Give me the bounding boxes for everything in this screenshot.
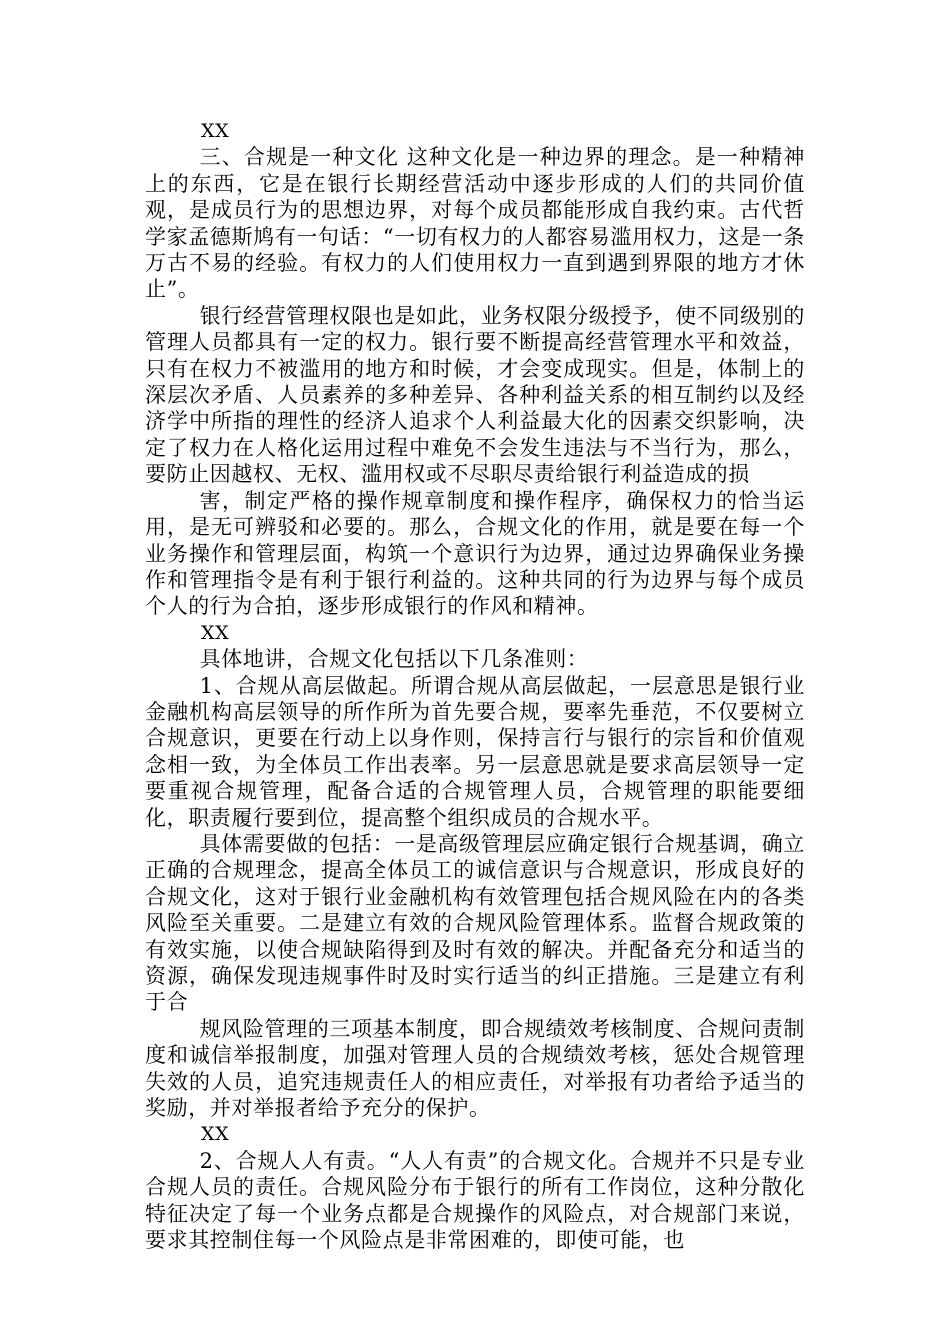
section-marker: XX	[201, 621, 230, 644]
paragraph-bank-authority: 银行经营管理权限也是如此，业务权限分级授予，使不同级别的管理人员都具有一定的权力。银行要不断提高经营管理水平和效益，只有在权力不被滥用的地方和时候，才会变成现实。但是，体制上的深层次矛盾、人员素养的多种差异、各种利益关系的相互制约以及经济学中所指的理性的经济人追求个人利益最大化的因素交织影响，决定了权力在人格化运用过程中难免不会发生违法与不当行为，那么，要防止因越权、无权、滥用权或不尽职尽责给银行利益造成的损	[145, 303, 805, 487]
paragraph-principles-intro: 具体地讲，合规文化包括以下几条准则：	[199, 647, 589, 672]
paragraph-operating-rules: 害，制定严格的操作规章制度和操作程序，确保权力的恰当运用，是无可辨驳和必要的。那么，合规文化的作用，就是要在每一个业务操作和管理层面，构筑一个意识行为边界，通过边界确保业务操作和管理指令是有利于银行利益的。这种共同的行为边界与每个成员个人的行为合拍，逐步形成银行的作风和精神。	[145, 488, 805, 619]
paragraph-principle-1: 1、合规从高层做起。所谓合规从高层做起，一层意思是银行业金融机构高层领导的所作所为首先要合规，要率先垂范，不仅要树立合规意识，更要在行动上以身作则，保持言行与银行的宗旨和价值观念相一致，为全体员工作出表率。另一层意思就是要求高层领导一定要重视合规管理，配备合适的合规管理人员，合规管理的职能要细化，职责履行要到位，提高整个组织成员的合规水平。	[145, 673, 805, 830]
paragraph-compliance-culture: 三、合规是一种文化 这种文化是一种边界的理念。是一种精神上的东西，它是在银行长期经营活动中逐步形成的人们的共同价值观，是成员行为的思想边界，对每个成员都能形成自我约束。古代哲学家孟德斯鸠有一句话：“一切有权力的人都容易滥用权力，这是一条万古不易的经验。有权力的人们使用权力一直到遇到界限的地方才休止”。	[145, 145, 805, 302]
paragraph-three-systems: 规风险管理的三项基本制度，即合规绩效考核制度、合规问责制度和诚信举报制度，加强对管理人员的合规绩效考核，惩处合规管理失效的人员，追究违规责任人的相应责任，对举报有功者给予适当的奖励，并对举报者给予充分的保护。	[145, 1016, 805, 1121]
section-marker: XX	[201, 1123, 230, 1146]
paragraph-specific-measures: 具体需要做的包括：一是高级管理层应确定银行合规基调，确立正确的合规理念，提高全体员工的诚信意识与合规意识，形成良好的合规文化，这对于银行业金融机构有效管理包括合规风险在内的各类风险至关重要。二是建立有效的合规风险管理体系。监督合规政策的有效实施，以使合规缺陷得到及时有效的解决。并配备充分和适当的资源，确保发现违规事件时及时实行适当的纠正措施。三是建立有利于合	[145, 831, 805, 1015]
paragraph-principle-2: 2、合规人人有责。“人人有责”的合规文化。合规并不只是专业合规人员的责任。合规风险分布于银行的所有工作岗位，这种分散化特征决定了每一个业务点都是合规操作的风险点，对合规部门来说，要求其控制住每一个风险点是非常困难的，即使可能，也	[145, 1148, 805, 1253]
section-marker: XX	[201, 120, 230, 142]
document-page	[145, 118, 805, 1253]
